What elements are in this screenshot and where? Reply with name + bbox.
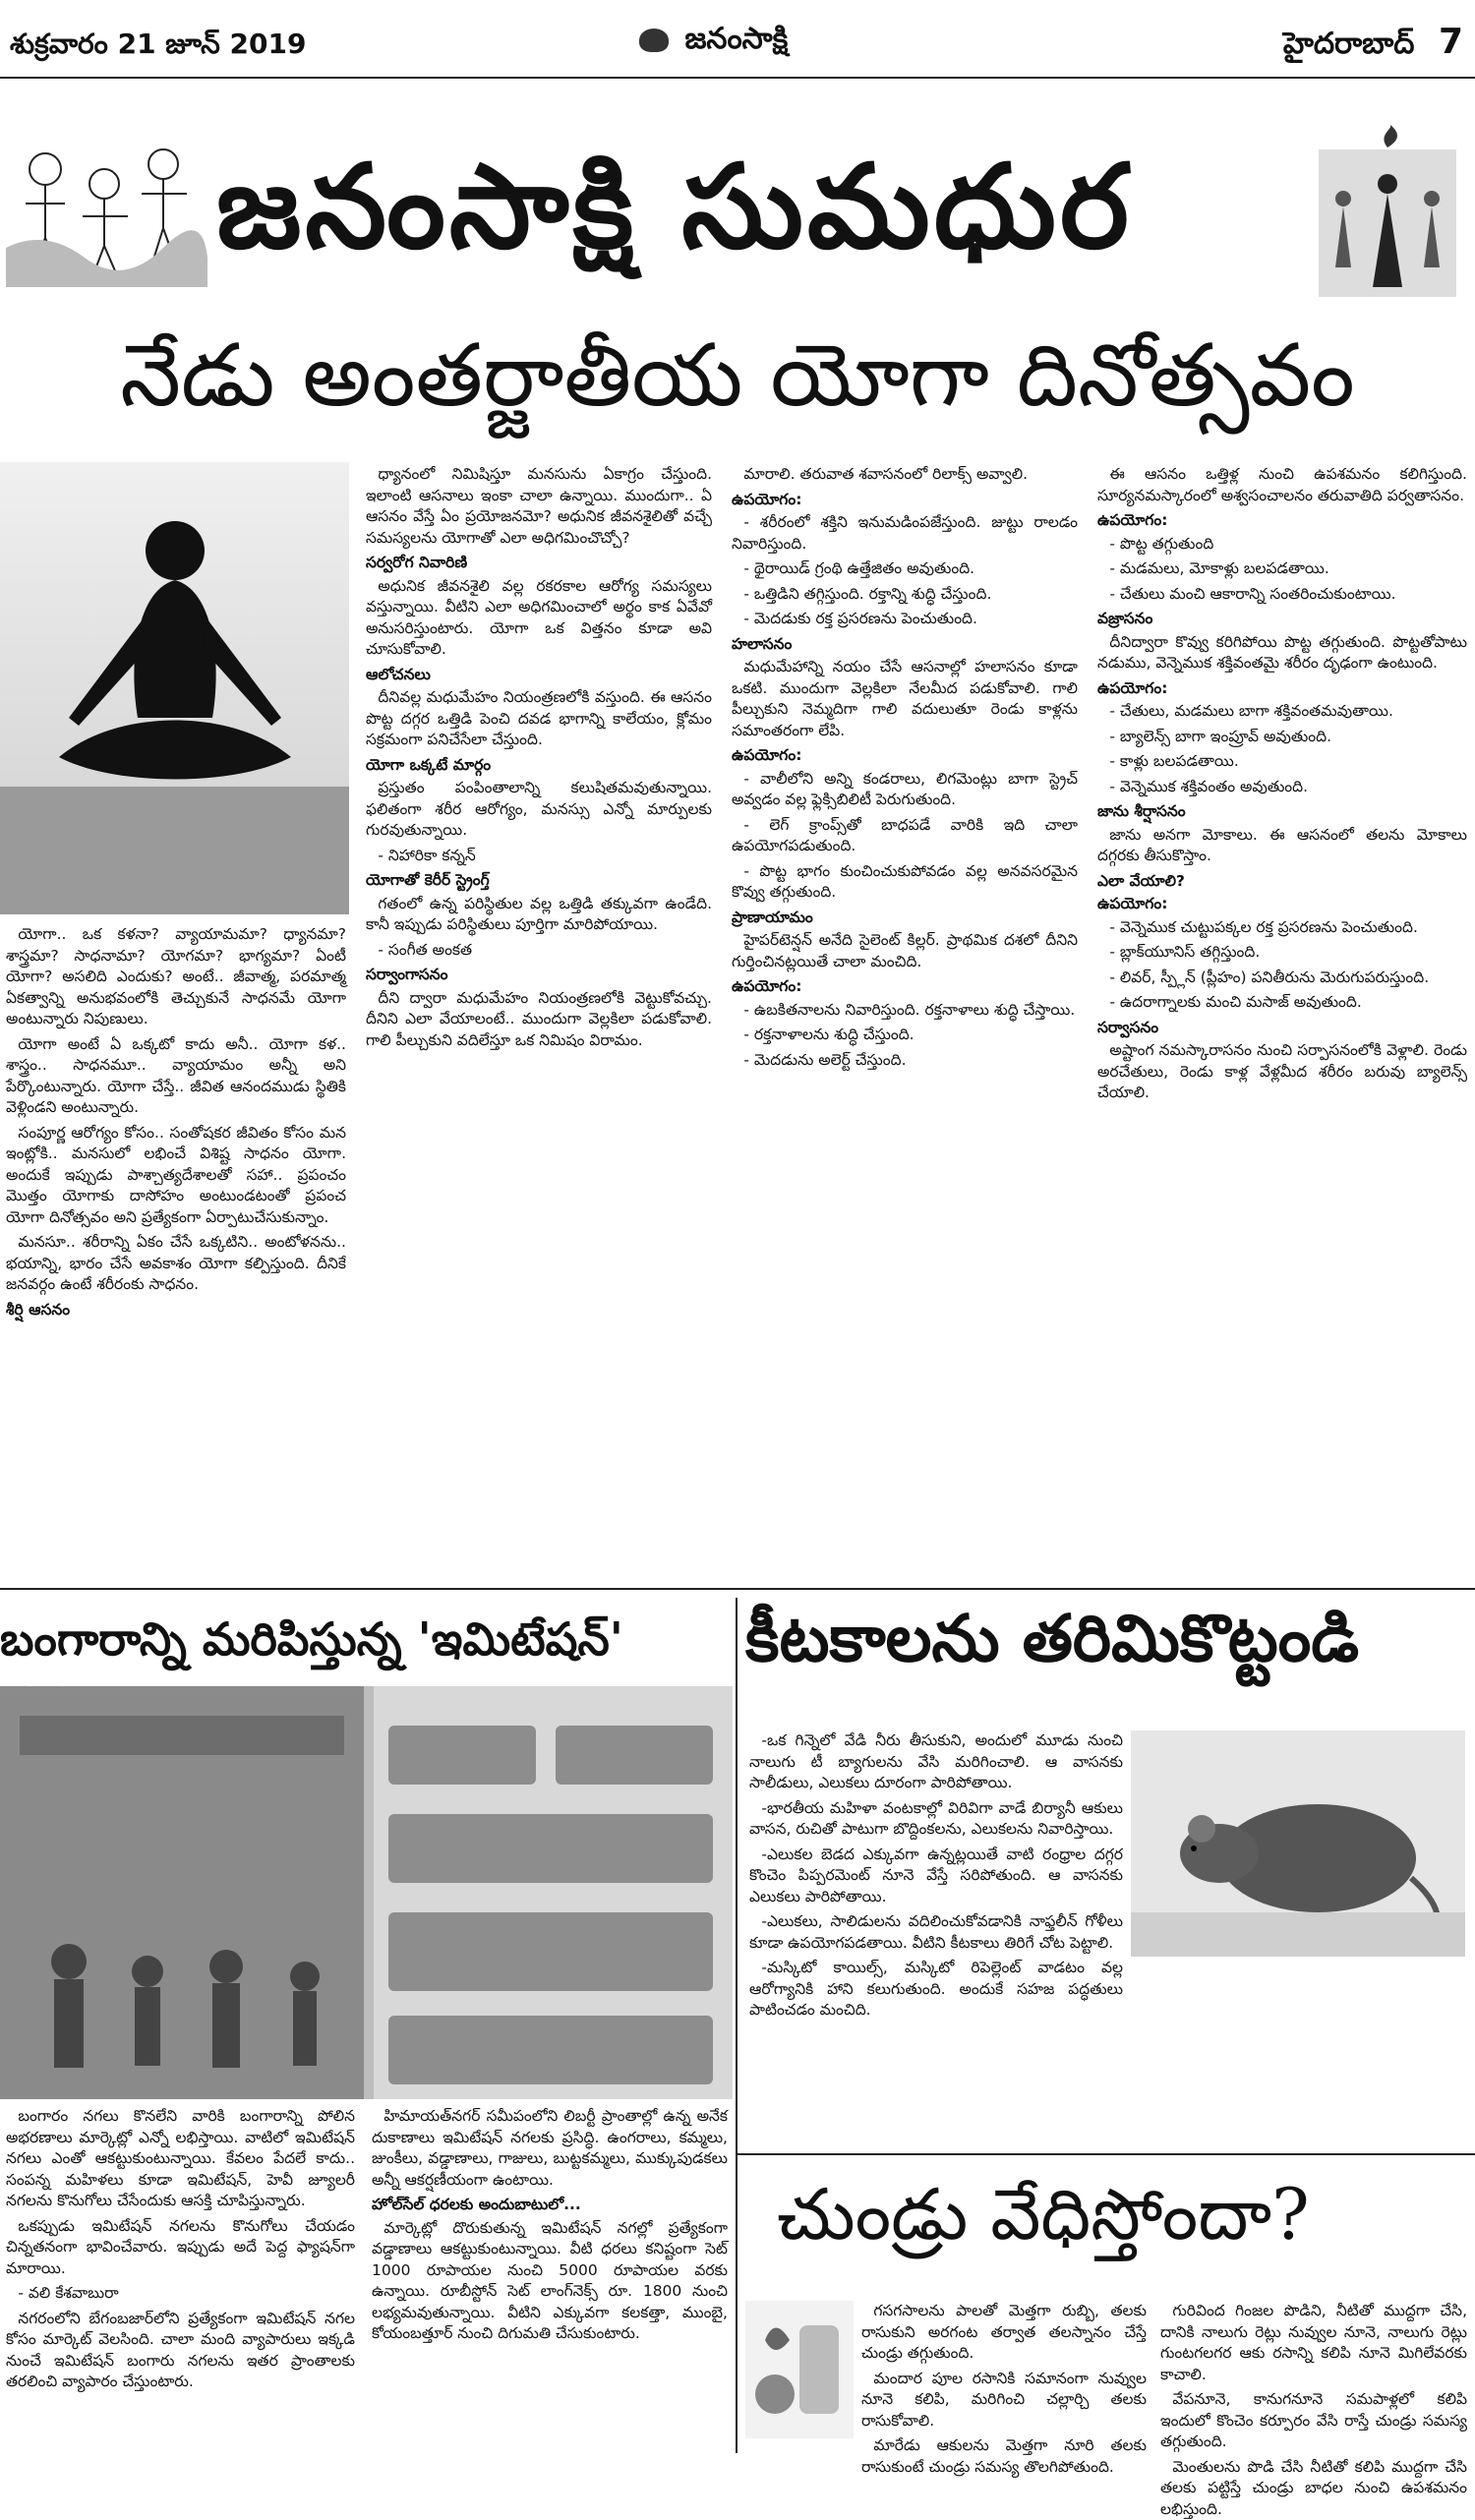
yoga-col4-para: దీనిద్వారా కొవ్వు కరిగిపోయి పొట్ట తగ్గుతుంది. పొట్టతోపాటు నడుము, వెన్నెముక శక్తివంతమై శరీరం దృఢంగా ఉంటుంది. (1097, 632, 1467, 674)
yoga-col4-para: ఈ ఆసనం ఒత్తిళ్ల నుంచి ఉపశమనం కలిగిస్తుంది. సూర్యనమస్కారంలో అశ్వసంచాలనం తరువాతిది పర్వతాసనం. (1097, 464, 1467, 506)
yoga-col2-subhead: సర్వరోగ నివారిణి (366, 553, 712, 574)
yoga-col3-subhead: ఉపయోగం: (732, 745, 1078, 767)
pest-tip: -ఎలుకలు, సాలిడులను వదిలించుకోవడానికి నాఫ్తలీన్ గోళీలు కూడా ఉపయోగపడతాయి. వీటిని కీటకాలు తిరిగే చోట పెట్టాలి. (749, 1911, 1123, 1954)
yoga-col3-subhead: ప్రాణాయామం (732, 908, 1078, 929)
yoga-col3-item: - రక్తనాళాలను శుద్ధి చేస్తుంది. (732, 1025, 1078, 1046)
yoga-col2-subhead: సర్వాంగాసనం (366, 965, 712, 986)
yoga-col1-para: సంపూర్ణ ఆరోగ్యం కోసం.. సంతోషకర జీవితం కోసం మన ఇంట్లోకి.. మనసులో లభించే విశిష్ట సాధనం యోగా. అందుకే ఇప్పుడు పాశ్చాత్యదేశాలతో సహా.. ప్రపంచం మొత్తం యోగాకు దాసోహం అంటుండటంతో ప్రపంచ యోగా దినోత్సవం అని ప్రత్యేకంగా ఏర్పాటుచేసుకున్నాం. (6, 1123, 346, 1229)
yoga-col4-item: - వెన్నెముక చుట్టుపక్కల రక్త ప్రసరణను పెంచుతుంది. (1097, 917, 1467, 939)
yoga-col-2 (366, 464, 712, 1605)
yoga-col3-item: - లెగ్ క్రాంప్స్‌తో బాధపడే వారికి ఇది చాలా ఉపయోగపడుతుంది. (732, 815, 1078, 857)
gold-col-2 (372, 2106, 728, 2450)
page-number: 7 (1439, 22, 1463, 62)
gold-col2-subhead: హోల్‌సేల్ ధరలకు అందుబాటులో... (372, 2195, 728, 2216)
yoga-col2-para: దీనివల్ల మధుమేహం నియంత్రణలోకి వస్తుంది. ఈ ఆసనం పొట్ట దగ్గర ఒత్తిడి పెంచి దవడ భాగాన్ని కాలేయం, క్లోమం సక్రమంగా పనిచేసేలా చేస్తుంది. (366, 687, 712, 751)
yoga-col4-para: జాను అనగా మోకాలు. ఈ ఆసనంలో తలను మోకాలు దగ్గరకు తీసుకొస్తాం. (1097, 825, 1467, 867)
yoga-col4-item: - పొట్ట తగ్గుతుంది (1097, 534, 1467, 556)
yoga-col3-item: - ఉబకితనాలను నివారిస్తుంది. రక్తనాళాలు శుద్ధి చేస్తాయి. (732, 1000, 1078, 1022)
yoga-col4-subhead: ఉపయోగం: (1097, 894, 1467, 915)
yoga-col2-para: దీని ద్వారా మధుమేహం నియంత్రణలోకి వెట్టుకోవచ్చు. దీనిని ఎలా వేయాలంటే.. ముందుగా వెల్లకిలా పడుకోవాలి. గాలి పీల్చుకుని వదిలేస్తూ ఒక నిమిషం విరామం. (366, 988, 712, 1052)
section-title: జనంసాక్షి సుమధుర (216, 138, 1133, 303)
yoga-col3-item: - శరీరంలో శక్తిని ఇనుమడింపజేస్తుంది. జుట్టు రాలడం నివారిస్తుంది. (732, 512, 1078, 555)
dandruff-col-1 (861, 2301, 1147, 2453)
masthead-city (1283, 22, 1463, 68)
gold-col1-para: ఒకప్పుడు ఇమిటేషన్ నగలను కొనుగోలు చేయడం చిన్నతనంగా భావించేవారు. ఇప్పుడు అదే పెద్ద ఫ్యాషన్‌గా మారాయి. (6, 2216, 355, 2280)
yoga-col3-subhead: ఉపయోగం: (732, 976, 1078, 998)
yoga-col3-subhead: ఉపయోగం: (732, 490, 1078, 511)
jewellery-market-photo (0, 1686, 733, 2099)
yoga-col4-item: - మడమలు, మోకాళ్లు బలపడతాయి. (1097, 558, 1467, 580)
yoga-col4-subhead: ఎలా వేయాలి? (1097, 871, 1467, 893)
yoga-col4-item: - చేతులు, మడమలు బాగా శక్తివంతమవుతాయి. (1097, 701, 1467, 723)
yoga-col2-subhead: ఆలోచనలు (366, 665, 712, 686)
yoga-col3-para: హైపర్‌టెన్షన్ అనేది సైలెంట్ కిల్లర్. ప్రాథమిక దశలో దీనిని గుర్తించినట్లయితే చాలా మంచిది. (732, 930, 1078, 972)
yoga-col2-subhead: యోగాతో కెరీర్ స్ట్రెంగ్త్ (366, 870, 712, 892)
yoga-col1-subhead: శీర్షి ఆసనం (6, 1300, 346, 1321)
yoga-col4-subhead: ఉపయోగం: (1097, 678, 1467, 700)
yoga-col1-para: మనసూ.. శరీరాన్ని ఏకం చేసే ఒక్కటిని.. అంటోళనను.. భయాన్ని, భారం చేసే అవకాశం యోగా కల్పిస్తుంది. దీనికే జనవర్గం ఉంటే శరీరంకు సాధనం. (6, 1232, 346, 1296)
yoga-col3-item: - మెదడును అలెర్ట్ చేస్తుంది. (732, 1050, 1078, 1072)
yoga-col3-item: - ఒత్తిడిని తగ్గిస్తుంది. రక్తాన్ని శుద్ధి చేస్తుంది. (732, 584, 1078, 606)
yoga-col3-item: - వాలీలోని అన్ని కండరాలు, లిగమెంట్లు బాగా స్ట్రెచ్ అవ్వడం వల్ల ఫ్లెక్సిబిలిటీ పెరుగుతుంది. (732, 769, 1078, 811)
dandruff-col1-para: గసగసాలను పాలతో మెత్తగా రుబ్బి, తలకు రాసుకుని అరగంట తర్వాత తలస్నానం చేస్తే చుండ్రు తగ్గుతుంది. (861, 2301, 1147, 2365)
yoga-col2-byline: - సంగీత అంకత (366, 940, 712, 962)
pest-tip: -ఎలుకల బెడద ఎక్కువగా ఉన్నట్లయితే వాటి రంధ్రాల దగ్గర కొంచెం పిప్పరమెంట్ నూనె వేస్తే సరిపోతుంది. ఆ వాసనకు ఎలుకలు పారిపోతాయి. (749, 1845, 1123, 1908)
yoga-col3-item: - మెదడుకు రక్త ప్రసరణను పెంచుతుంది. (732, 609, 1078, 630)
yoga-col-3 (732, 464, 1078, 1570)
pest-headline: కీటకాలను తరిమికొట్టండి (745, 1601, 1475, 1692)
yoga-col4-item: - కాళ్లు బలపడతాయి. (1097, 751, 1467, 773)
dandruff-col-2 (1160, 2301, 1467, 2453)
gold-col2-para: మార్కెట్లో దొరుకుతున్న ఇమిటేషన్ నగల్లో ప్రత్యేకంగా వడ్డాణాలు ఆకట్టుకుంటున్నాయి. వీటి ధరలు కనిష్టంగా సెట్ 1000 రూపాయల నుంచి 5000 రూపాయల వరకు ఉన్నాయి. రూబీస్టోన్ సెట్ లాంగ్‌నెక్స్ రూ. 1800 నుంచి లభ్యమవుతున్నాయి. వీటిని ఎక్కువగా కలకత్తా, ముంబై, కోయంబత్తూర్ నుంచి దిగుమతి చేసుకుంటారు. (372, 2218, 728, 2345)
section-divider (738, 2153, 1475, 2155)
pest-tip: -భారతీయ మహిళా వంటకాల్లో విరివిగా వాడే బిర్యానీ ఆకులు వాసన, రుచితో పాటుగా బొద్దింకలను, ఎలుకలను నివారిస్తాయి. (749, 1798, 1123, 1841)
yoga-col3-subhead: హలాసనం (732, 634, 1078, 656)
yoga-col4-subhead: సర్వాసనం (1097, 1018, 1467, 1039)
pest-tip: -మస్కిటో కాయిల్స్, మస్కిటో రిపెల్లెంట్ వాడటం వల్ల ఆరోగ్యానికి హాని కలుగుతుంది. అందుకే సహజ పద్ధతులు పాటించడం మంచిది. (749, 1958, 1123, 2022)
yoga-col1-para: యోగా అంటే ఏ ఒక్కటో కాదు అనీ.. యోగా కళ.. శాస్త్రం.. సాధనమూ.. వ్యాయామం అన్నీ అని పేర్కొంటున్నారు. యోగా చేస్తే.. జీవిత ఆనందముడు స్థితికి వెళ్లిండని అంటున్నారు. (6, 1034, 346, 1119)
column-divider (736, 1598, 738, 2453)
yoga-col2-para: గతంలో ఉన్న పరిస్థితుల వల్ల ఒత్తిడి తక్కువగా ఉండేది. కానీ ఇప్పుడు పరిస్థితులు పూర్తిగా మారిపోయాయి. (366, 894, 712, 936)
gold-col-1 (6, 2106, 355, 2450)
yoga-col-1 (6, 924, 346, 1603)
city-name: హైదరాబాద్ (1283, 27, 1415, 61)
yoga-col4-subhead: వజ్రాసనం (1097, 609, 1467, 630)
yoga-col2-subhead: యోగా ఒక్కటే మార్గం (366, 755, 712, 777)
dandruff-headline: చుండ్రు వేధిస్తోందా? (777, 2173, 1465, 2273)
pest-body (749, 1730, 1123, 2143)
dandruff-col2-para: గురివింద గింజల పొడిని, నీటితో ముద్దగా చేసి, దానికి నాలుగు రెట్లు నువ్వుల నూనె, నాలుగు రెట్లు గుంటగలగర ఆకు రసాన్ని కలిపి నూనె మిగిలేవరకు కాచాలి. (1160, 2301, 1467, 2385)
yoga-col3-para: మారాలి. తరువాత శవాసనంలో రిలాక్స్ అవ్వాలి. (732, 464, 1078, 486)
yoga-col4-item: - చేతులు మంచి ఆకారాన్ని సంతరించుకుంటాయి. (1097, 584, 1467, 606)
yoga-col1-para: యోగా.. ఒక కళనా? వ్యాయామమా? ధ్యానమా? శాస్త్రమా? సాధనామా? యోగమా? భాగ్యమా? ఏంటీ యోగా? అసలిది ఎందుకు? అంటే.. జీవాత్మ, పరమాత్మ ఏకత్వాన్ని అనుభవంలోకి తెచ్చుకునే సాధనమే యోగా అంటున్నారు నిపుణులు. (6, 924, 346, 1030)
gold-col2-para: హిమాయత్‌నగర్ సమీపంలోని లిబర్టీ ప్రాంతాల్లో ఉన్న అనేక దుకాణాలు ఇమిటేషన్ నగలకు ప్రసిద్ధి. ఉంగరాలు, కమ్మలు, జుంకీలు, వడ్డాణాలు, గాజులు, బుట్టకమ్మలు, ముక్కుపుడకలు అన్నీ ఆకర్షణీయంగా ఉంటాయి. (372, 2106, 728, 2191)
yoga-col4-subhead: ఉపయోగం: (1097, 510, 1467, 532)
gold-col1-para: నగరంలోని బేగంబజార్‌లోని ప్రత్యేకంగా ఇమిటేషన్ నగల కోసం మార్కెట్ వెలసింది. చాలా మంది వ్యాపారులు ఇక్కడి నుంచే ఇమిటేషన్ బంగారు నగలను ఇతర ప్రాంతాలకు తరలించి వ్యాపారం చేస్తుంటారు. (6, 2309, 355, 2393)
yoga-col3-item: - పొట్ట భాగం కుంచించుకుపోవడం వల్ల అనవసరమైన కొవ్వు తగ్గుతుంది. (732, 861, 1078, 904)
herbal-remedy-icon (745, 2301, 854, 2438)
dandruff-col1-para: మారేడు ఆకులను మెత్తగా నూరి తలకు రాసుకుంటే చుండ్రు సమస్య తొలగిపోతుంది. (861, 2435, 1147, 2478)
children-illustration-icon (6, 130, 207, 287)
yoga-col2-byline: - నిహారికా కన్నన్ (366, 846, 712, 867)
yoga-col4-para: అష్టాంగ నమస్కారాసనం నుంచి సర్పాసనంలోకి వెళ్లాలి. రెండు అరచేతులు, రెండు కాళ్ల వేళ్లమీద శరీరం బరువు బ్యాలెన్స్ చేయాలి. (1097, 1040, 1467, 1104)
yoga-col3-item: - థైరాయిడ్ గ్రంథి ఉత్తేజితం అవుతుంది. (732, 558, 1078, 580)
yoga-headline: నేడు అంతర్జాతీయ యోగా దినోత్సవం (30, 324, 1446, 447)
logo-emblem-icon (639, 29, 669, 52)
yoga-col2-para: ప్రస్తుతం పంపింతాలాన్ని కలుషితమవుతున్నాయి. ఫలితంగా శరీర ఆరోగ్యం, మనస్సు ఎన్నో మార్పులకు గురవుతున్నాయి. (366, 778, 712, 842)
paper-name: జనంసాక్షి (684, 22, 788, 56)
dandruff-col2-para: వేపనూనె, కానుగనూనె సమపాళ్లలో కలిపి ఇందులో కొంచెం కర్పూరం వేసి రాస్తే చుండ్రు సమస్య తగ్గుతుంది. (1160, 2389, 1467, 2453)
yoga-col4-item: - లివర్, స్ప్లీన్ (ప్లీహం) పనితీరును మెరుగుపరుస్తుంది. (1097, 967, 1467, 989)
meditation-photo (0, 462, 349, 914)
dandruff-col2-para: మెంతులను పొడి చేసి నీటితో కలిపి ముద్దగా చేసి తలకు పట్టిస్తే చుండ్రు బాధల నుంచి ఉపశమనం లభిస్తుంది. (1160, 2457, 1467, 2520)
gold-col1-byline: - వలి కేశవాబురా (6, 2283, 355, 2305)
yoga-col4-item: - బ్లాక్‌యూనిస్ తగ్గిస్తుంది. (1097, 942, 1467, 964)
yoga-col4-subhead: జాను శీర్షాసనం (1097, 801, 1467, 823)
yoga-col4-item: - వెన్నెముక శక్తివంతం అవుతుంది. (1097, 777, 1467, 798)
section-divider (0, 1588, 1475, 1590)
yoga-col4-item: - ఉదరాగ్నాలకు మంచి మసాజ్ అవుతుంది. (1097, 992, 1467, 1014)
yoga-col4-item: - బ్యాలెన్స్ బాగా ఇంప్రూవ్ అవుతుంది. (1097, 727, 1467, 748)
dandruff-col1-para: మందార పూల రసానికి సమానంగా నువ్వుల నూనె కలిపి, మరిగించి చల్లార్చి తలకు రాసుకోవాలి. (861, 2369, 1147, 2432)
issue-date: శుక్రవారం 21 జూన్ 2019 (10, 28, 306, 67)
yoga-figures-icon (1314, 130, 1461, 297)
pest-tip: -ఒక గిన్నెలో వేడి నీరు తీసుకుని, అందులో మూడు నుంచి నాలుగు టీ బ్యాగులను వేసి మరిగించాలి. ఆ వాసనకు సాలీడులు, ఎలుకలు దూరంగా పారిపోతాయి. (749, 1730, 1123, 1794)
yoga-col3-para: మధుమేహాన్ని నయం చేసే ఆసనాల్లో హలాసనం కూడా ఒకటి. ముందుగా వెల్లకిలా నేలమీద పడుకోవాలి. గాలి పీల్చుకుని నెమ్మదిగా గాలి వదులుతూ రెండు కాళ్లను సమాంతరంగా లేపి. (732, 657, 1078, 741)
rat-photo (1131, 1730, 1465, 1957)
gold-col1-para: బంగారం నగలు కొనలేని వారికి బంగారాన్ని పోలిన అభరణాలు మార్కెట్లో ఎన్నో లభిస్తాయి. వాటిలో ఇమిటేషన్ నగలు ఎంతో ఆకట్టుకుంటున్నాయి. కేవలం పేదలే కాదు.. సంపన్న మహిళలు కూడా ఇమిటేషన్, హెవీ జ్యూలరీ నగలను కొనుగోలు చేసేందుకు ఆసక్తి చూపిస్తున్నారు. (6, 2106, 355, 2212)
yoga-col-4 (1097, 464, 1467, 1570)
gold-headline: బంగారాన్ని మరిపిస్తున్న 'ఇమిటేషన్' (0, 1612, 733, 1742)
yoga-col2-para: అధునిక జీవనశైలి వల్ల రకరకాల ఆరోగ్య సమస్యలు వస్తున్నాయి. వీటిని ఎలా అధిగమించాలో అర్థం కాక ఏవేవో అనుసరిస్తుంటారు. యోగా ఒక విత్తనం కూడా అవి చూసుకోవాలి. (366, 576, 712, 661)
yoga-col2-para: ధ్యానంలో నిమిషిస్తూ మనసును ఏకాగ్రం చేస్తుంది. ఇలాంటి ఆసనాలు ఇంకా చాలా ఉన్నాయి. ముందుగా.. ఏ ఆసనం వేస్తే ఏం ప్రయోజనమో? అధునిక జీవనశైలితో వచ్చే సమస్యలను యోగాతో ఎలా అధిగమించొచ్చో? (366, 464, 712, 549)
paper-logo (639, 22, 788, 63)
